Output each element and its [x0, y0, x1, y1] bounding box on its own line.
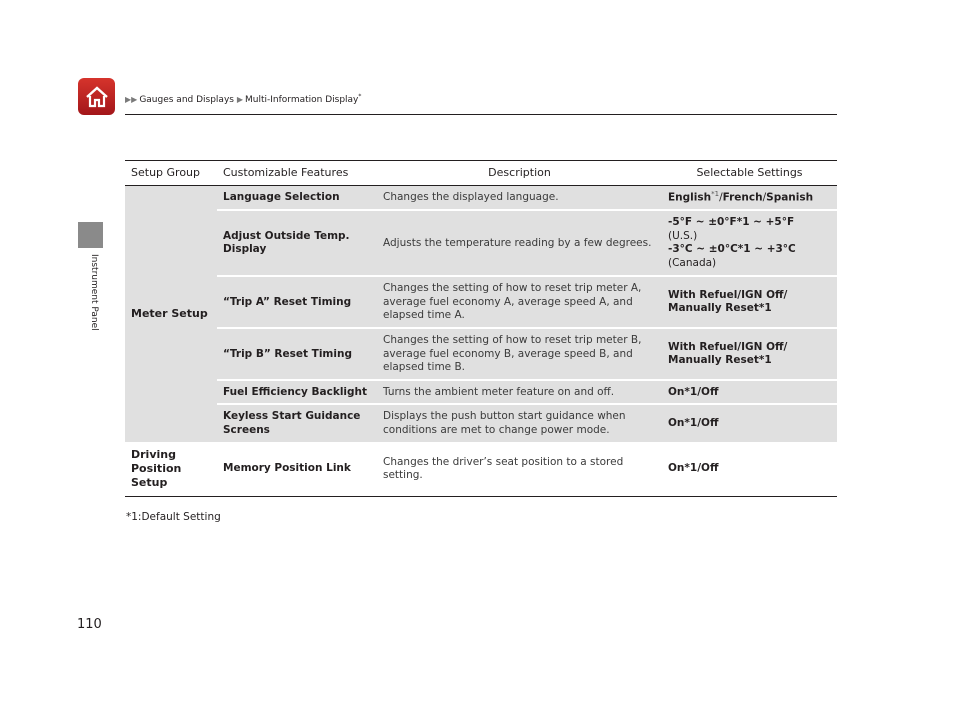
- side-label: Instrument Panel: [89, 254, 99, 331]
- feature-description: Adjusts the temperature reading by a few degrees.: [377, 210, 662, 276]
- setting-separator: /: [719, 191, 723, 204]
- group-meter-setup: Meter Setup: [125, 186, 217, 443]
- table-row: [125, 404, 837, 442]
- table-row: [125, 442, 837, 496]
- header-rule: [125, 114, 837, 115]
- setting-french: French: [722, 191, 763, 204]
- home-icon: [84, 85, 110, 109]
- table-row: [125, 210, 837, 276]
- feature-settings: [662, 442, 837, 496]
- setting-text: With Refuel/IGN Off/ Manually Reset*1: [668, 340, 788, 367]
- group-driving-position-setup: Driving Position Setup: [125, 442, 217, 496]
- feature-name: “Trip A” Reset Timing: [217, 276, 377, 328]
- page-number: 110: [77, 617, 102, 632]
- feature-description: Changes the setting of how to reset trip meter A, average fuel economy A, average speed A, and elapsed time A.: [377, 276, 662, 328]
- feature-name: Language Selection: [217, 186, 377, 211]
- table-row: [125, 276, 837, 328]
- setting-spanish: Spanish: [766, 191, 814, 204]
- breadcrumb-mid-link[interactable]: Multi-Information Display: [245, 95, 359, 105]
- setting-separator: /: [762, 191, 767, 204]
- col-header-settings: Selectable Settings: [662, 161, 837, 186]
- feature-description: Changes the driver’s seat position to a stored setting.: [377, 442, 662, 496]
- feature-description: Changes the displayed language.: [377, 186, 662, 211]
- setting-fahrenheit-range: -5°F ~ ±0°F*1 ~ +5°F: [668, 216, 795, 229]
- feature-settings: [662, 186, 837, 211]
- setting-text: On*1/Off: [668, 417, 719, 430]
- feature-name: Keyless Start Guidance Screens: [217, 404, 377, 442]
- setting-canada-note: (Canada): [668, 257, 717, 270]
- side-tab[interactable]: [78, 222, 103, 248]
- table-row: [125, 380, 837, 404]
- feature-name: Fuel Efficiency Backlight: [217, 380, 377, 404]
- table-row: [125, 186, 837, 211]
- home-button[interactable]: [78, 78, 115, 115]
- feature-settings: [662, 210, 837, 276]
- setting-text: On*1/Off: [668, 462, 719, 475]
- footnote: *1:Default Setting: [126, 511, 221, 523]
- feature-name: Adjust Outside Temp. Display: [217, 210, 377, 276]
- default-mark: *1: [711, 190, 720, 199]
- feature-settings: [662, 380, 837, 404]
- table-row: [125, 328, 837, 380]
- breadcrumb-arrow-icon: ▶▶: [125, 95, 138, 104]
- col-header-group: Setup Group: [125, 161, 217, 186]
- breadcrumb: [125, 93, 361, 105]
- col-header-features: Customizable Features: [217, 161, 377, 186]
- setting-celsius-range: -3°C ~ ±0°C*1 ~ +3°C: [668, 243, 796, 256]
- feature-name: Memory Position Link: [217, 442, 377, 496]
- feature-description: Turns the ambient meter feature on and off.: [377, 380, 662, 404]
- breadcrumb-arrow-icon: ▶: [236, 95, 243, 104]
- customizable-features-table: [125, 160, 837, 497]
- feature-settings: [662, 404, 837, 442]
- feature-description: Displays the push button start guidance when conditions are met to change power mode.: [377, 404, 662, 442]
- feature-name: “Trip B” Reset Timing: [217, 328, 377, 380]
- feature-settings: [662, 276, 837, 328]
- setting-english: English: [668, 191, 712, 204]
- setting-text: With Refuel/IGN Off/ Manually Reset*1: [668, 288, 788, 315]
- setting-us-note: (U.S.): [668, 229, 698, 242]
- feature-description: Changes the setting of how to reset trip meter B, average fuel economy B, average speed B, and elapsed time B.: [377, 328, 662, 380]
- setting-text: On*1/Off: [668, 385, 719, 398]
- col-header-description: Description: [377, 161, 662, 186]
- breadcrumb-gauges-link[interactable]: Gauges and Displays: [139, 95, 234, 105]
- feature-settings: [662, 328, 837, 380]
- breadcrumb-asterisk: *: [358, 93, 362, 100]
